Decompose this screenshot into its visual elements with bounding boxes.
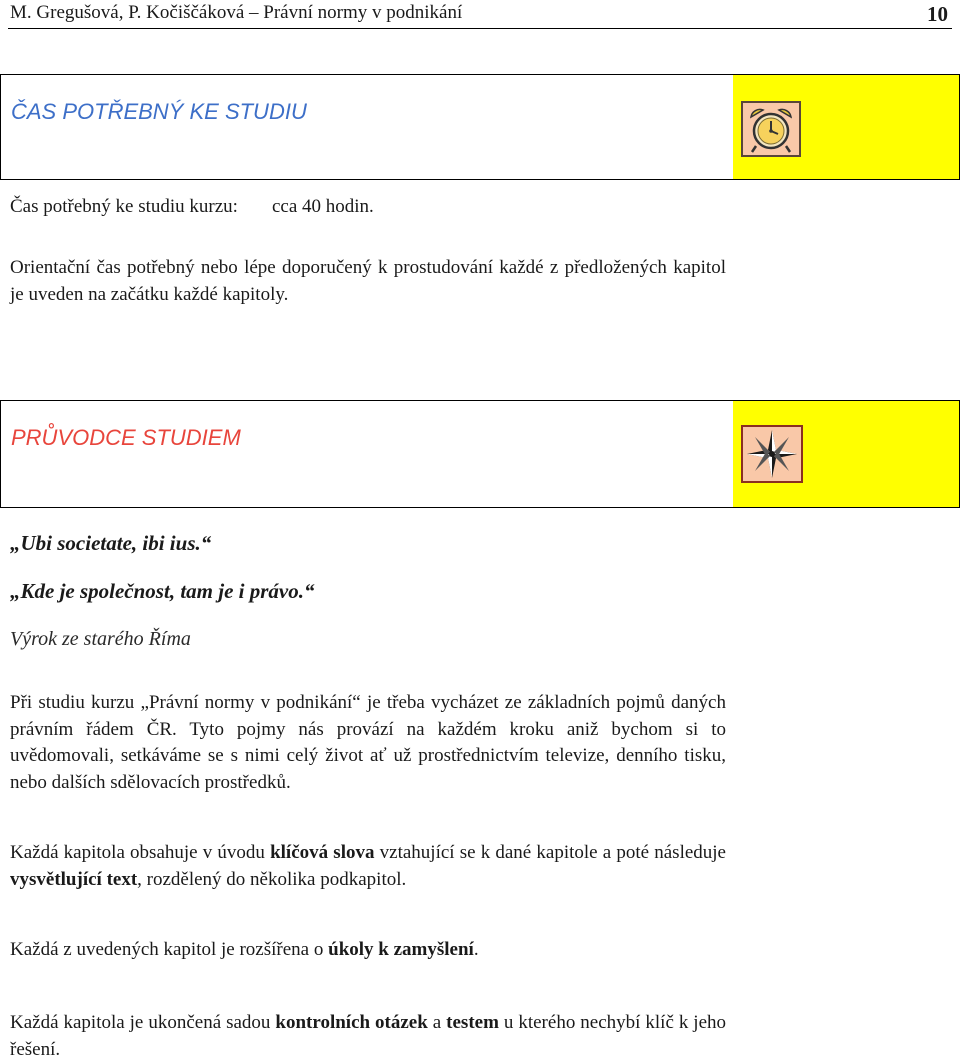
chapter-structure-text-2: vztahující se k dané kapitole a poté následuje [374,842,726,863]
study-time-label: Čas potřebný ke studiu kurzu: [10,196,238,217]
chapter-structure-paragraph [10,840,726,893]
study-time-line [10,194,726,221]
test-emphasis: testem [446,1012,499,1033]
guide-section-box [0,400,960,508]
time-section-title: ČAS POTŘEBNÝ KE STUDIU [11,99,307,124]
guide-icon-panel [733,401,959,507]
tasks-text-1: Každá z uvedených kapitol je rozšířena o [10,939,329,960]
tests-paragraph [10,1010,726,1063]
explanatory-text-emphasis: vysvětlující text [10,868,138,890]
time-icon-panel [733,75,959,179]
quote-source: Výrok ze starého Říma [10,628,191,650]
tests-text-1: Každá kapitola je ukončená sadou [10,1012,276,1033]
intro-paragraph: Při studiu kurzu „Právní normy v podnikání“ je třeba vycházet ze základních pojmů daných právním řádem ČR. Tyto pojmy nás provází na každém kroku aniž bychom si to uvědomovali, setkáváme se s nimi celý život ať už prostřednictvím televize, denního tisku, nebo dalších sdělovacích prostředků. [10,692,726,793]
alarm-clock-icon [741,101,801,157]
chapter-structure-text-3: , rozdělený do několika podkapitol. [137,868,407,890]
tasks-paragraph [10,937,726,964]
time-section-box [0,74,960,180]
chapter-structure-text-1: Každá kapitola obsahuje v úvodu [10,842,271,863]
study-time-value: cca 40 hodin. [271,196,374,217]
header-divider [8,28,952,29]
time-paragraph: Orientační čas potřebný nebo lépe doporučený k prostudování každé z předložených kapitol je uveden na začátku každé kapitoly. [10,257,726,305]
tasks-text-2: . [473,939,479,960]
tests-text-2: a [427,1012,447,1033]
keywords-emphasis: klíčová slova [270,842,375,863]
compass-rose-icon [741,425,803,483]
quote-czech: „Kde je společnost, tam je i právo.“ [10,579,315,603]
quote-latin: „Ubi societate, ibi ius.“ [10,531,212,555]
guide-section-title: PRŮVODCE STUDIEM [11,425,241,450]
page-header [10,0,950,26]
page-number: 10 [927,2,948,26]
reflection-tasks-emphasis: úkoly k zamyšlení [328,939,474,960]
header-title: M. Gregušová, P. Kočiščáková – Právní normy v podnikání [10,2,463,23]
control-questions-emphasis: kontrolních otázek [275,1012,428,1033]
tests-text-3: u kterého nechybí klíč k jeho řešení. [10,1012,727,1060]
